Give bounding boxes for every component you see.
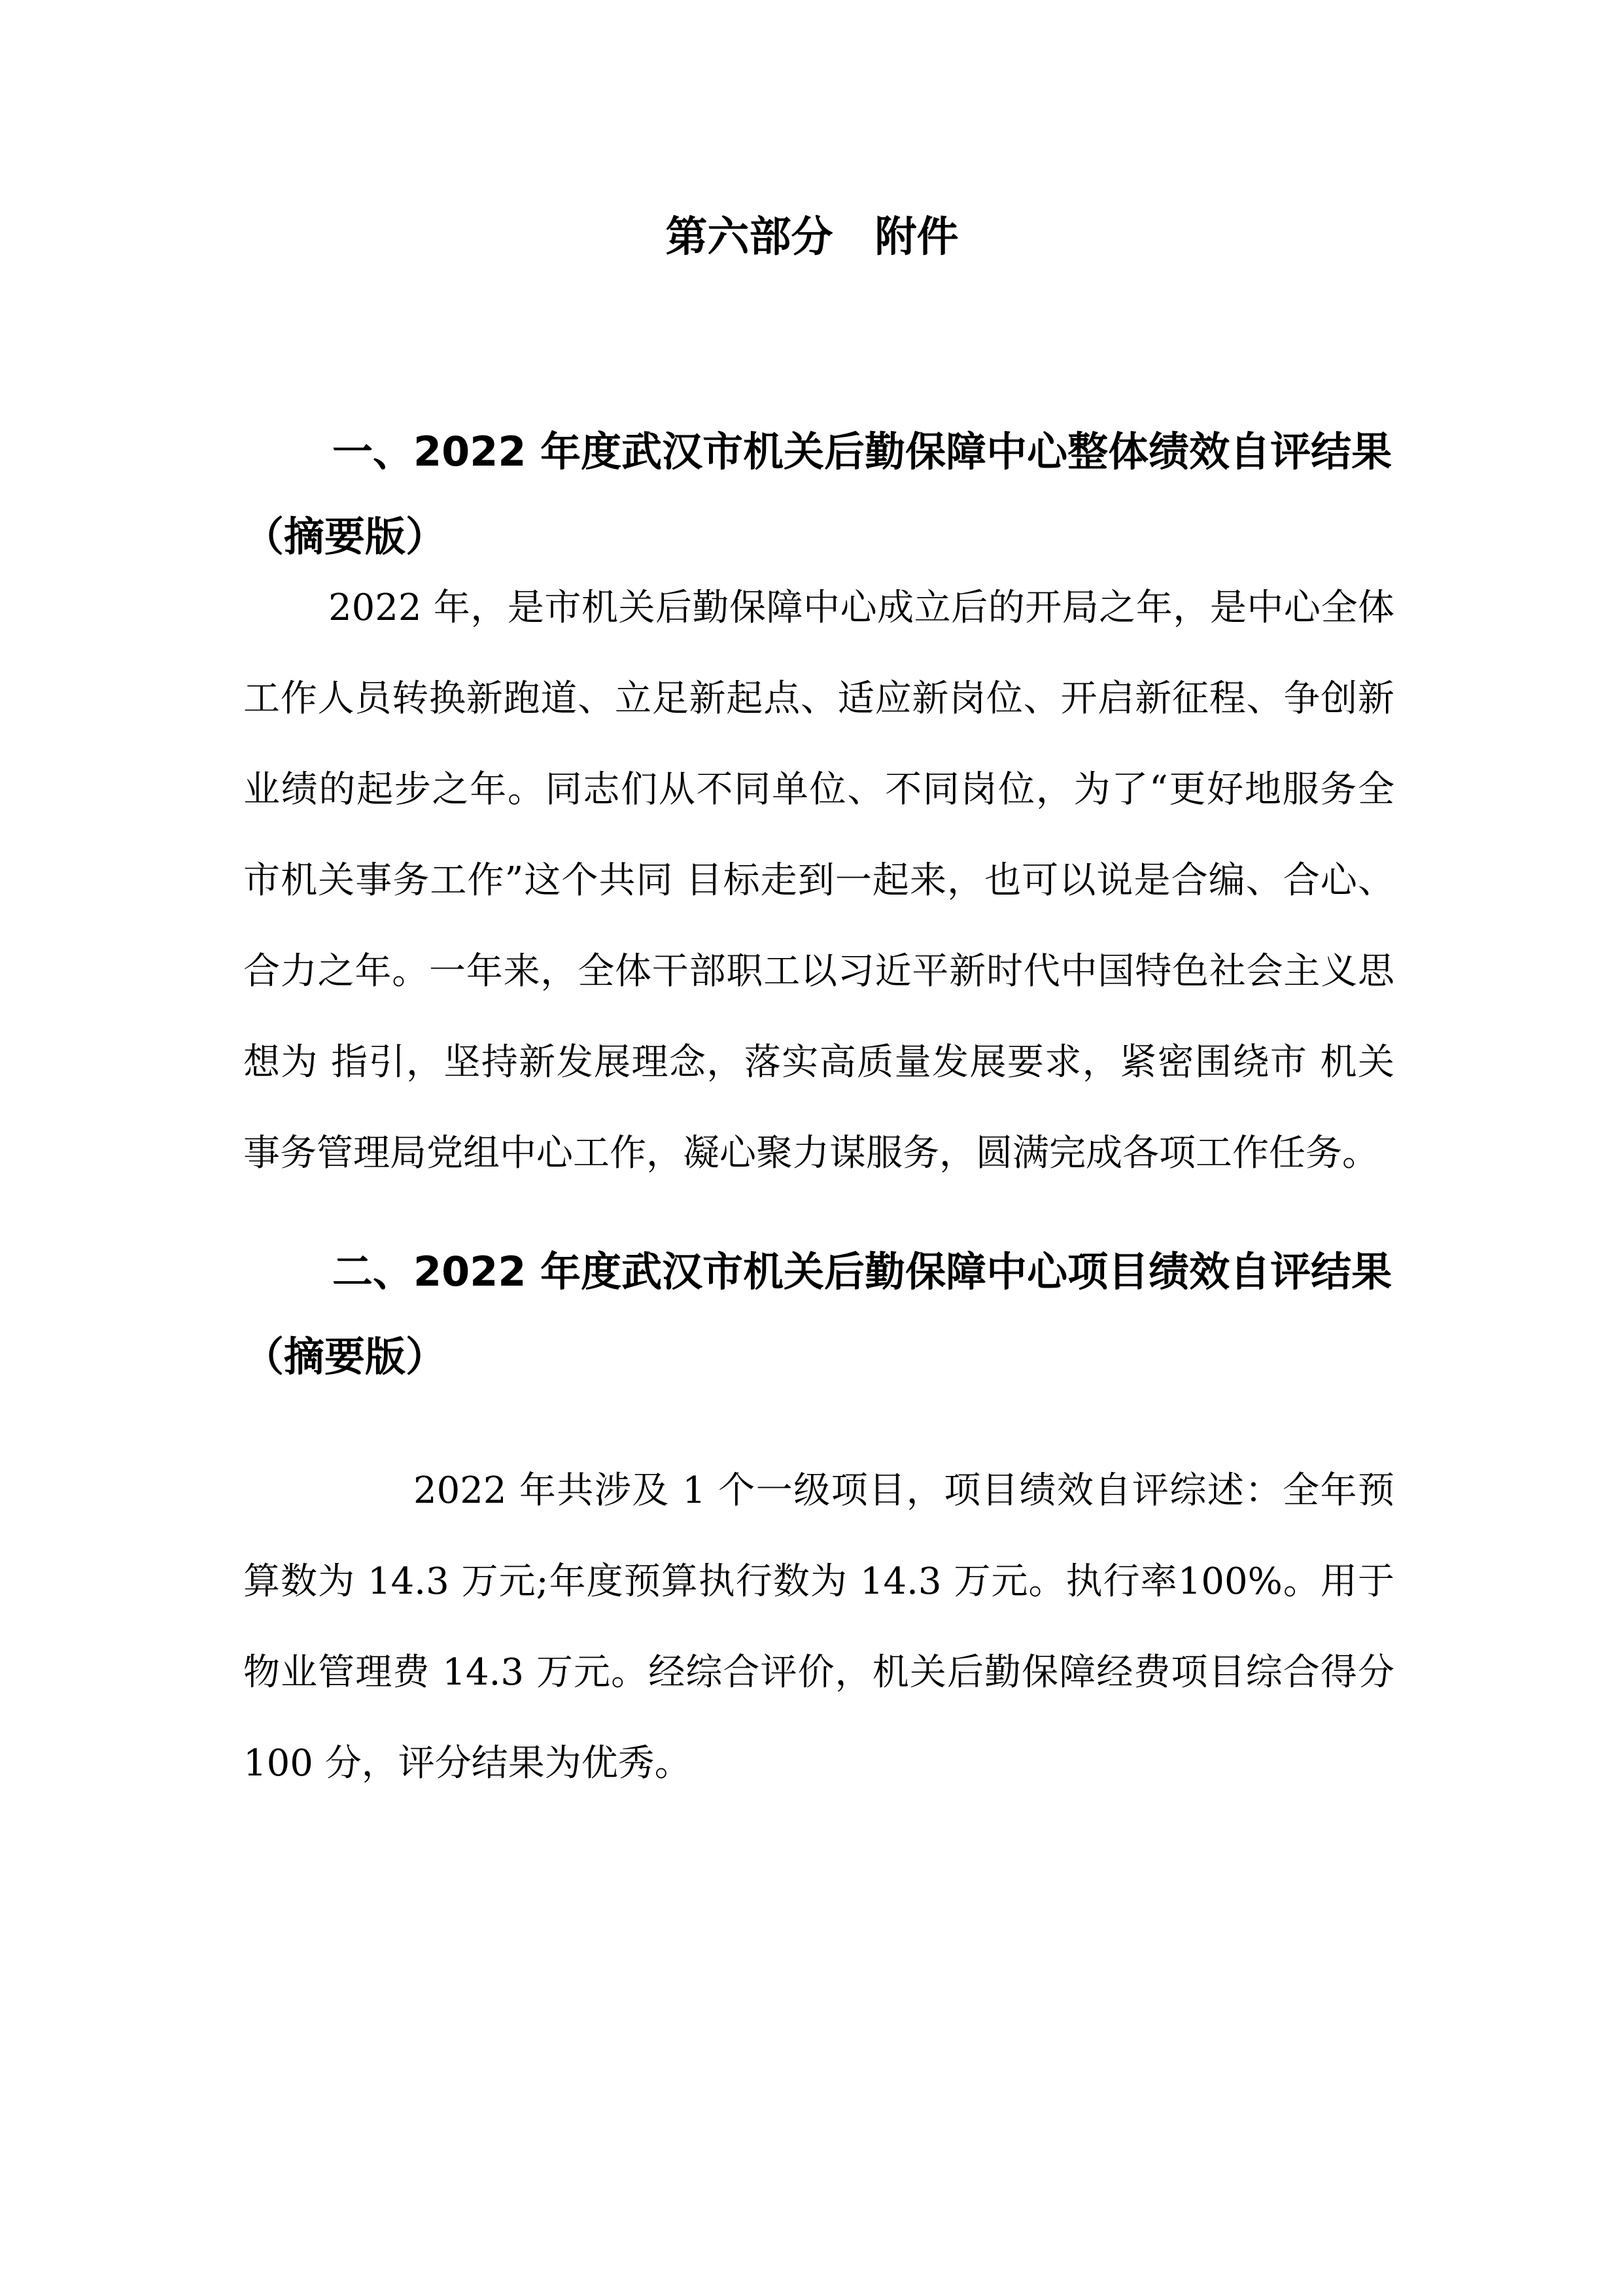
page-title: 第六部分 附件 [665,213,959,262]
section-1-heading: 一、2022 年度武汉市机关后勤保障中心整体绩效自评结果（摘要版） [243,428,1392,560]
section-2-paragraph: 2022 年共涉及 1 个一级项目，项目绩效自评综述：全年预算数为 14.3 万元;年度预算执行数为 14.3 万元。执行率100%。用于物业管理费 14.3 万元。经综合评价，机关后勤保障经费项目综合得分 100 分，评分结果为优秀。 [243,1469,1394,1785]
section-1-paragraph: 2022 年，是市机关后勤保障中心成立后的开局之年，是中心全体工作人员转换新跑道、立足新起点、适应新岗位、开启新征程、争创新业绩的起步之年。同志们从不同单位、不同岗位，为了“更好地服务全市机关事务工作”这个共同 目标走到一起来，也可以说是合编、合心、合力之年。一年来，全体干部职工以习近平新时代中国特色社会主义思想为 指引，坚持新发展理念，落实高质量发展要求，紧密围绕市 机关事务管理局党组中心工作，凝心聚力谋服务，圆满完成各项工作任务。 [243,587,1394,1174]
section-2-heading: 二、2022 年度武汉市机关后勤保障中心项目绩效自评结果（摘要版） [243,1248,1392,1380]
